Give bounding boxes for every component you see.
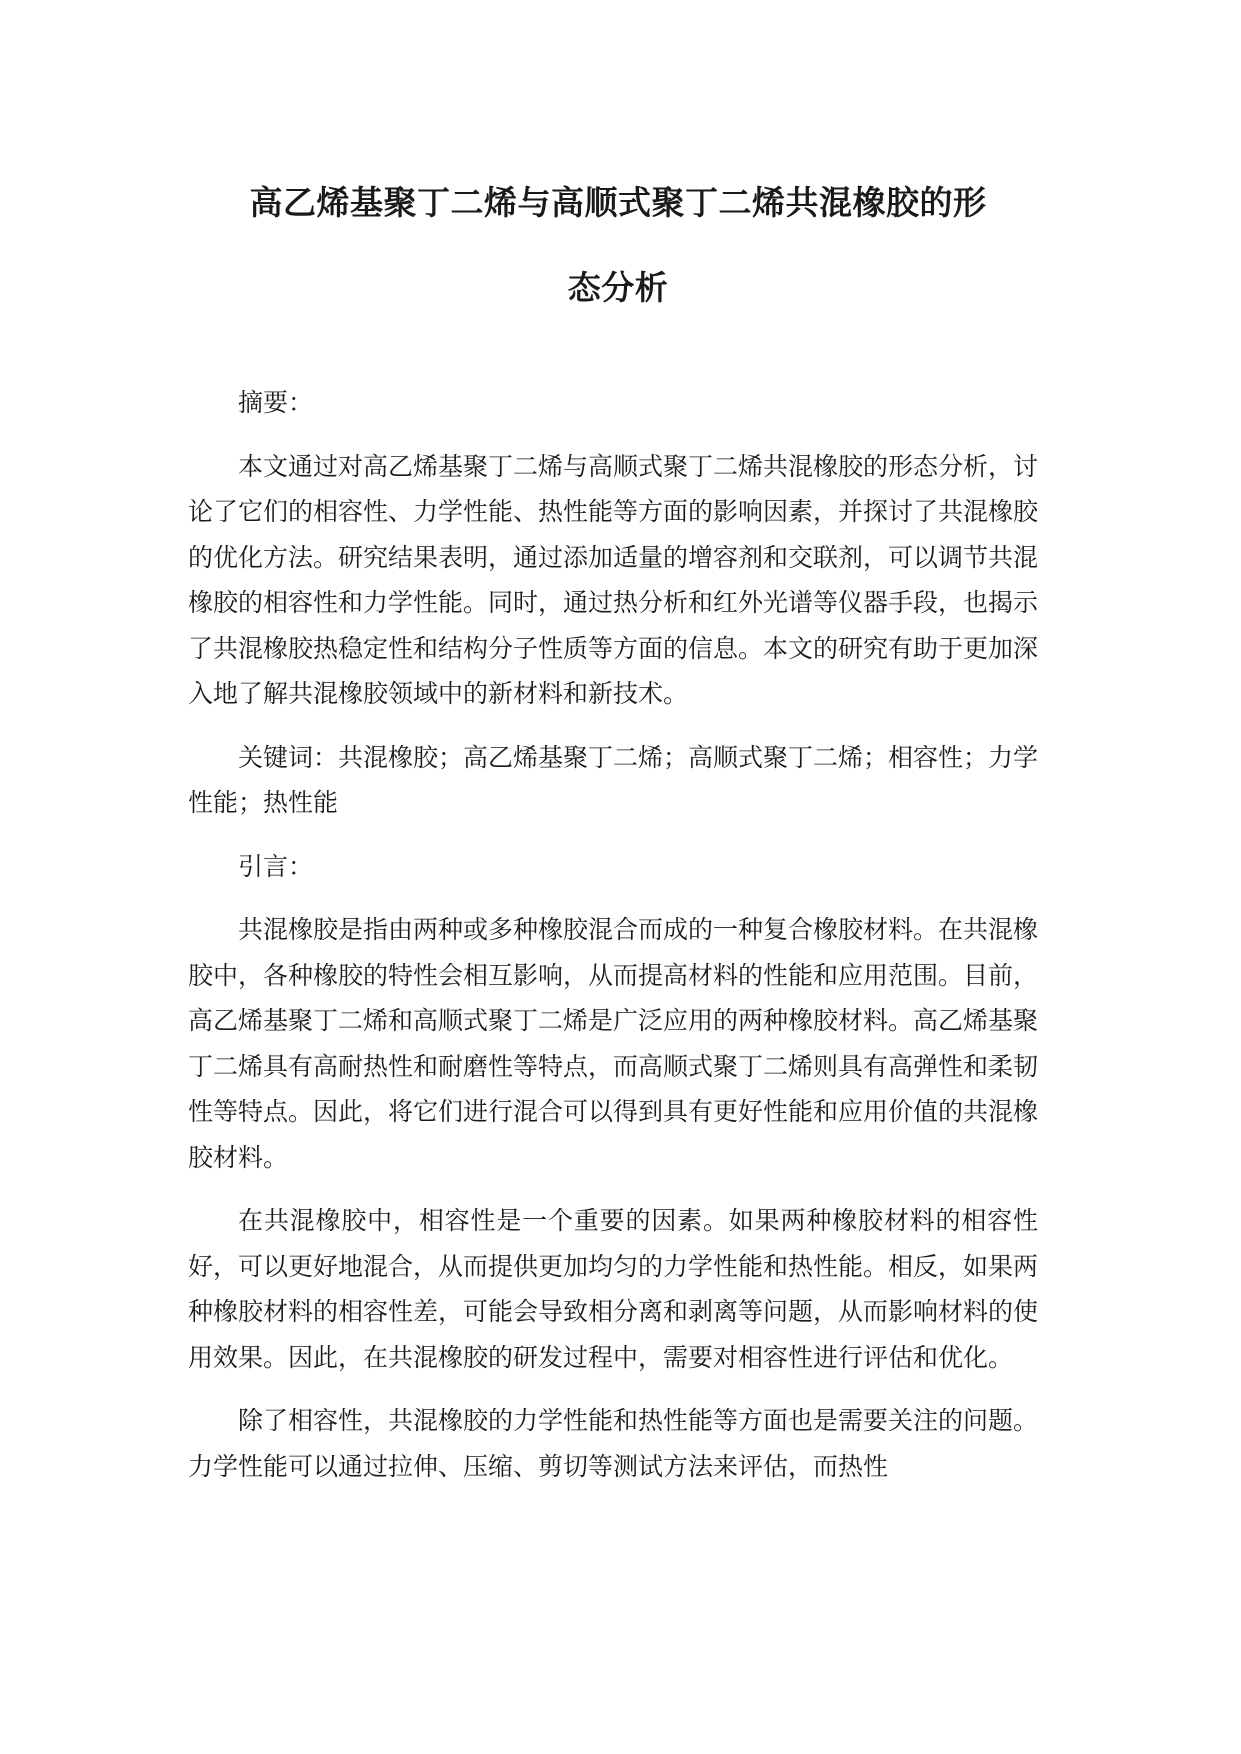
introduction-paragraph-3: 除了相容性，共混橡胶的力学性能和热性能等方面也是需要关注的问题。力学性能可以通过拉伸、压缩、剪切等测试方法来评估，而热性 xyxy=(188,1406,1039,1481)
document-body xyxy=(188,380,1038,1489)
introduction-paragraph-1: 共混橡胶是指由两种或多种橡胶混合而成的一种复合橡胶材料。在共混橡胶中，各种橡胶的特性会相互影响，从而提高材料的性能和应用范围。目前，高乙烯基聚丁二烯和高顺式聚丁二烯是广泛应用的两种橡胶材料。高乙烯基聚丁二烯具有高耐热性和耐磨性等特点，而高顺式聚丁二烯则具有高弹性和柔韧性等特点。因此，将它们进行混合可以得到具有更好性能和应用价值的共混橡胶材料。 xyxy=(188,915,1039,1172)
introduction-paragraph-2: 在共混橡胶中，相容性是一个重要的因素。如果两种橡胶材料的相容性好，可以更好地混合，从而提供更加均匀的力学性能和热性能。相反，如果两种橡胶材料的相容性差，可能会导致相分离和剥离等问题，从而影响材料的使用效果。因此，在共混橡胶的研发过程中，需要对相容性进行评估和优化。 xyxy=(188,1206,1039,1372)
introduction-heading: 引言： xyxy=(238,851,314,881)
abstract-paragraph: 本文通过对高乙烯基聚丁二烯与高顺式聚丁二烯共混橡胶的形态分析，讨论了它们的相容性、力学性能、热性能等方面的影响因素，并探讨了共混橡胶的优化方法。研究结果表明，通过添加适量的增容剂和交联剂，可以调节共混橡胶的相容性和力学性能。同时，通过热分析和红外光谱等仪器手段，也揭示了共混橡胶热稳定性和结构分子性质等方面的信息。本文的研究有助于更加深入地了解共混橡胶领域中的新材料和新技术。 xyxy=(188,451,1039,708)
document-title-line-2: 态分析 xyxy=(567,268,669,307)
document-title-line-1: 高乙烯基聚丁二烯与高顺式聚丁二烯共混橡胶的形 xyxy=(249,183,987,222)
abstract-heading: 摘要： xyxy=(238,388,314,417)
keywords-line: 关键词：共混橡胶；高乙烯基聚丁二烯；高顺式聚丁二烯；相容性；力学性能；热性能 xyxy=(188,742,1039,817)
